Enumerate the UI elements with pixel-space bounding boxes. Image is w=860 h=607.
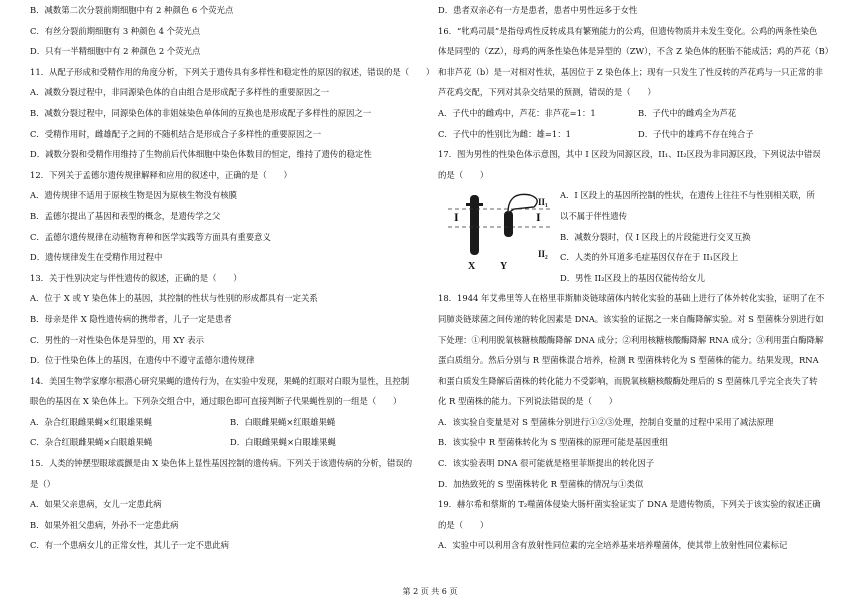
- text-line: 体是同型的（ZZ），母鸡的两条性染色体是异型的（ZW），不含 Z 染色体的胚胎不能成活；鸡的芦花（B）: [438, 46, 834, 57]
- text-line: A．位于 X 或 Y 染色体上的基因，其控制的性状与性别的形成都具有一定关系: [30, 293, 318, 304]
- option-text: B．减数分裂时，仅 I 区段上的片段能进行交叉互换: [560, 231, 751, 242]
- text-line: 的是（ ）: [438, 169, 489, 180]
- text-line: A．如果父亲患病，女儿一定患此病: [30, 499, 162, 510]
- left-column: [30, 0, 445, 556]
- text-line: 下处理：①利用脱氧核糖核酸酶降解 DNA 成分；②利用核糖核酸酶降解 RNA 成分；③利用蛋白酶降解: [438, 334, 824, 345]
- text-line: C．孟德尔遗传规律在动植物育种和医学实践等方面具有重要意义: [30, 231, 271, 242]
- text-line: 眼色的基因在 X 染色体上。下列杂交组合中，通过眼色即可直接判断子代果蝇性别的一组是（ ）: [30, 396, 402, 407]
- text-line: 的是（ ）: [438, 519, 489, 530]
- option-text: C．杂合红眼雌果蝇×白眼雄果蝇: [30, 437, 153, 448]
- text-line: B．减数分裂过程中，同源染色体的非姐妹染色单体间的互换也是形成配子多样性的原因之一: [30, 107, 372, 118]
- text-line: 12．下列关于孟德尔遗传规律解释和应用的叙述中，正确的是（ ）: [30, 169, 292, 180]
- option-text: A．I 区段上的基因所控制的性状，在遗传上往往不与性别相关联，所: [560, 190, 815, 201]
- text-line: 化 R 型菌株的能力。下列说法错误的是（ ）: [438, 396, 618, 407]
- text-line: D．遗传规律发生在受精作用过程中: [30, 252, 163, 263]
- page-footer: 第 2 页 共 6 页: [402, 587, 458, 596]
- text-line: D．位于性染色体上的基因，在遗传中不遵守孟德尔遗传规律: [30, 355, 255, 366]
- text-line: B．母亲是伴 X 隐性遗传病的携带者，儿子一定是患者: [30, 313, 232, 324]
- text-line: C．男性的一对性染色体是异型的，用 XY 表示: [30, 334, 204, 345]
- text-line: 蛋白质组分。然后分别与 R 型菌株混合培养，检测 R 型菌株转化为 S 型菌株的能力。结果发现，RNA: [438, 355, 819, 366]
- text-line: A．遗传规律不适用于原核生物是因为原核生物没有核膜: [30, 190, 238, 201]
- q17-figure-row: [438, 185, 853, 288]
- text-line: D．患者双亲必有一方是患者，患者中男性远多于女性: [438, 5, 638, 15]
- option-row: [30, 432, 445, 453]
- option-text: C．子代中的性别比为雌：雄=1：1: [438, 128, 571, 139]
- text-line: D．减数分裂和受精作用维持了生物前后代体细胞中染色体数目的恒定，维持了遗传的稳定性: [30, 149, 372, 160]
- figure-label: I: [454, 210, 459, 225]
- text-line: B．该实验中 R 型菌株转化为 S 型菌株的原理可能是基因重组: [438, 437, 668, 448]
- option-text: A．子代中的雌鸡中，芦花：非芦花=1：1: [438, 107, 596, 118]
- option-text: B．白眼雌果蝇×红眼雄果蝇: [230, 416, 336, 427]
- option-text: D．男性 II₂区段上的基因仅能传给女儿: [560, 272, 705, 283]
- option-text: D．子代中的雄鸡不存在纯合子: [638, 128, 754, 139]
- text-line: 16．“牝鸡司晨”是指母鸡性反转成具有繁殖能力的公鸡，但遗传物质并未发生变化。公鸡的两条性染色: [438, 25, 818, 36]
- y-chromosome-arm: [508, 195, 537, 214]
- right-column: [438, 0, 853, 556]
- option-text: 以不属于伴性遗传: [560, 210, 627, 221]
- text-line: C．有丝分裂前期细胞有 3 种颜色 4 个荧光点: [30, 25, 201, 36]
- text-line: 19．赫尔希和蔡斯的 T₂噬菌体侵染大肠杆菌实验证实了 DNA 是遗传物质，下列关于该实验的叙述正确: [438, 499, 821, 510]
- text-line: 15．人类的钟摆型眼球震颤是由 X 染色体上显性基因控制的遗传病。下列关于该遗传病的分析，错误的: [30, 458, 413, 469]
- figure-label: II₁: [538, 197, 548, 208]
- text-line: A．减数分裂过程中，非同源染色体的自由组合是形成配子多样性的重要原因之一: [30, 87, 330, 98]
- text-line: 17．图为男性的性染色体示意图，其中 I 区段为同源区段，II₁、II₂区段为非同源区段，下列说法中错误: [438, 149, 821, 160]
- text-line: B．如果外祖父患病，外孙不一定患此病: [30, 519, 179, 530]
- option-row: [30, 412, 445, 433]
- q17-options: [560, 185, 853, 288]
- figure-label: I: [536, 210, 541, 225]
- option-text: C．人类的外耳道多毛症基因仅存在于 II₁区段上: [560, 252, 739, 263]
- text-line: C．该实验表明 DNA 很可能就是格里菲斯提出的转化因子: [438, 458, 655, 469]
- text-line: 芦花鸡交配，下列对其杂交结果的预测，错误的是（ ）: [438, 87, 656, 98]
- sex-chromosome-diagram: [438, 187, 560, 271]
- text-line: 18．1944 年艾弗里等人在格里菲斯肺炎链球菌体内转化实验的基础上进行了体外转化实验，证明了在不: [438, 293, 825, 304]
- option-row: [438, 103, 853, 124]
- text-line: C．有一个患病女儿的正常女性，其儿子一定不患此病: [30, 540, 230, 551]
- option-text: B．子代中的雌鸡全为芦花: [638, 107, 737, 118]
- text-line: 11．从配子形成和受精作用的角度分析，下列关于遗传具有多样性和稳定性的原因的叙述，错误的是（ ）: [30, 66, 435, 77]
- figure-label: II₂: [538, 249, 548, 260]
- text-line: D．只有一半精细胞中有 2 种颜色 2 个荧光点: [30, 46, 201, 57]
- text-line: 14．美国生物学家摩尔根潜心研究果蝇的遗传行为，在实验中发现，果蝇的红眼对白眼为显性，且控制: [30, 375, 410, 386]
- option-text: D．白眼雌果蝇×白眼雄果蝇: [230, 437, 336, 448]
- x-chromosome-band: [466, 203, 483, 206]
- text-line: 是（）: [30, 478, 56, 489]
- option-text: A．杂合红眼雌果蝇×红眼雄果蝇: [30, 416, 152, 427]
- text-line: B．孟德尔提出了基因和表型的概念，是遗传学之父: [30, 210, 221, 221]
- y-chromosome: [504, 211, 513, 237]
- option-row: [438, 124, 853, 145]
- text-line: D．加热致死的 S 型菌株转化 R 型菌株的情况与①类似: [438, 478, 644, 489]
- text-line: A．实验中可以利用含有放射性同位素的完全培养基来培养噬菌体，使其带上放射性同位素标记: [438, 540, 788, 551]
- text-line: 13．关于性别决定与伴性遗传的叙述，正确的是（ ）: [30, 272, 242, 283]
- text-line: 和蛋白质发生降解后菌株的转化能力不受影响，而脱氧核糖核酸酶处理后的 S 型菌株几乎完全丧失了转: [438, 375, 818, 386]
- text-line: 同肺炎链球菌之间传递的转化因素是 DNA。该实验的证据之一来自酶降解实验。对 S 型菌株分别进行如: [438, 313, 824, 324]
- figure-label: X: [468, 261, 476, 272]
- text-line: 和非芦花（b）是一对相对性状，基因位于 Z 染色体上；现有一只发生了性反转的芦花鸡与一只正常的非: [438, 66, 824, 77]
- text-line: A．该实验自变量是对 S 型菌株分别进行①②③处理，控制自变量的过程中采用了减法原理: [438, 416, 774, 427]
- text-line: C．受精作用时，雌雄配子之间的不随机结合是形成合子多样性的重要原因之一: [30, 128, 322, 139]
- figure-label: Y: [500, 261, 508, 272]
- text-line: B．减数第二次分裂前期细胞中有 2 种颜色 6 个荧光点: [30, 5, 234, 15]
